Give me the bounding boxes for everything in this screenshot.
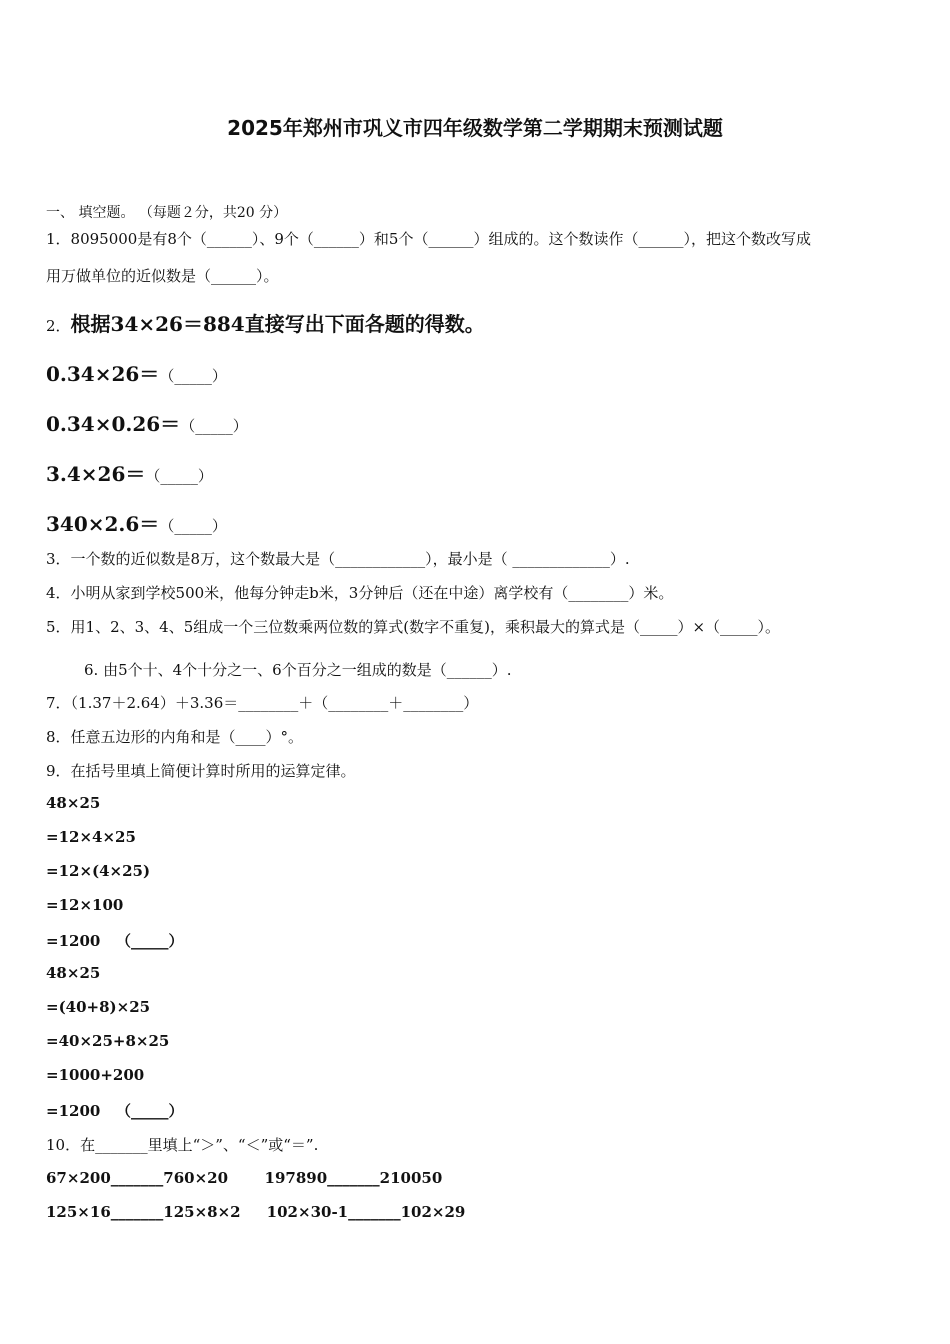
comparison-row: 67×200_______760×20 197890_______210050 [46, 1169, 443, 1187]
calc-step: =12×(4×25) [46, 862, 151, 880]
question-9: 9．在括号里填上简便计算时所用的运算定律。 [46, 762, 356, 780]
item-expression: 0.34×26＝ [46, 362, 160, 386]
comparison-row: 125×16_______125×8×2 102×30-1_______102×29 [46, 1203, 466, 1221]
question-2-text: 根据34×26＝884直接写出下面各题的得数。 [70, 312, 485, 336]
question-6: 6. 由5个十、4个十分之一、6个百分之一组成的数是（______）. [84, 661, 512, 679]
question-2-item [46, 358, 227, 387]
calc-step: 48×25 [46, 794, 101, 812]
calc-step: =1200 （_____） [46, 932, 184, 950]
question-4: 4．小明从家到学校500米，他每分钟走b米，3分钟后（还在中途）离学校有（________）米。 [46, 584, 674, 602]
answer-blank: （_____） [159, 517, 227, 535]
question-1-line-2: 用万做单位的近似数是（______）。 [46, 267, 279, 285]
item-expression: 0.34×0.26＝ [46, 412, 181, 436]
item-expression: 3.4×26＝ [46, 462, 146, 486]
answer-blank: （_____） [145, 467, 213, 485]
calc-step: =1000+200 [46, 1066, 145, 1084]
question-3: 3．一个数的近似数是8万，这个数最大是（____________），最小是（ _____________）. [46, 550, 630, 568]
question-2-number: 2． [46, 317, 71, 335]
calc-step: =12×4×25 [46, 828, 136, 846]
section-heading: 一、 填空题。 （每题２分，共20 分） [46, 205, 288, 221]
question-1-line-1: 1．8095000是有8个（______）、9个（______）和5个（______）组成的。这个数读作（______），把这个数改写成 [46, 230, 811, 248]
question-5: 5．用1、2、3、4、5组成一个三位数乘两位数的算式(数字不重复)，乘积最大的算式是（_____）×（_____）。 [46, 618, 781, 636]
question-2-item [46, 508, 227, 537]
question-2-item [46, 408, 248, 437]
page-title: 2025年郑州市巩义市四年级数学第二学期期末预测试题 [227, 116, 723, 140]
question-2 [46, 308, 485, 337]
question-7: 7．（1.37＋2.64）＋3.36＝________＋（________＋________） [46, 694, 479, 712]
answer-blank: （_____） [159, 367, 227, 385]
calc-step: =40×25+8×25 [46, 1032, 170, 1050]
question-8: 8．任意五边形的内角和是（____）°。 [46, 728, 304, 746]
answer-blank: （_____） [180, 417, 248, 435]
calc-step: 48×25 [46, 964, 101, 982]
question-2-item [46, 458, 213, 487]
calc-step: =12×100 [46, 896, 124, 914]
item-expression: 340×2.6＝ [46, 512, 160, 536]
calc-step: =1200 （_____） [46, 1102, 184, 1120]
calc-step: =(40+8)×25 [46, 998, 151, 1016]
question-10: 10．在_______里填上“＞”、“＜”或“＝”. [46, 1136, 319, 1154]
